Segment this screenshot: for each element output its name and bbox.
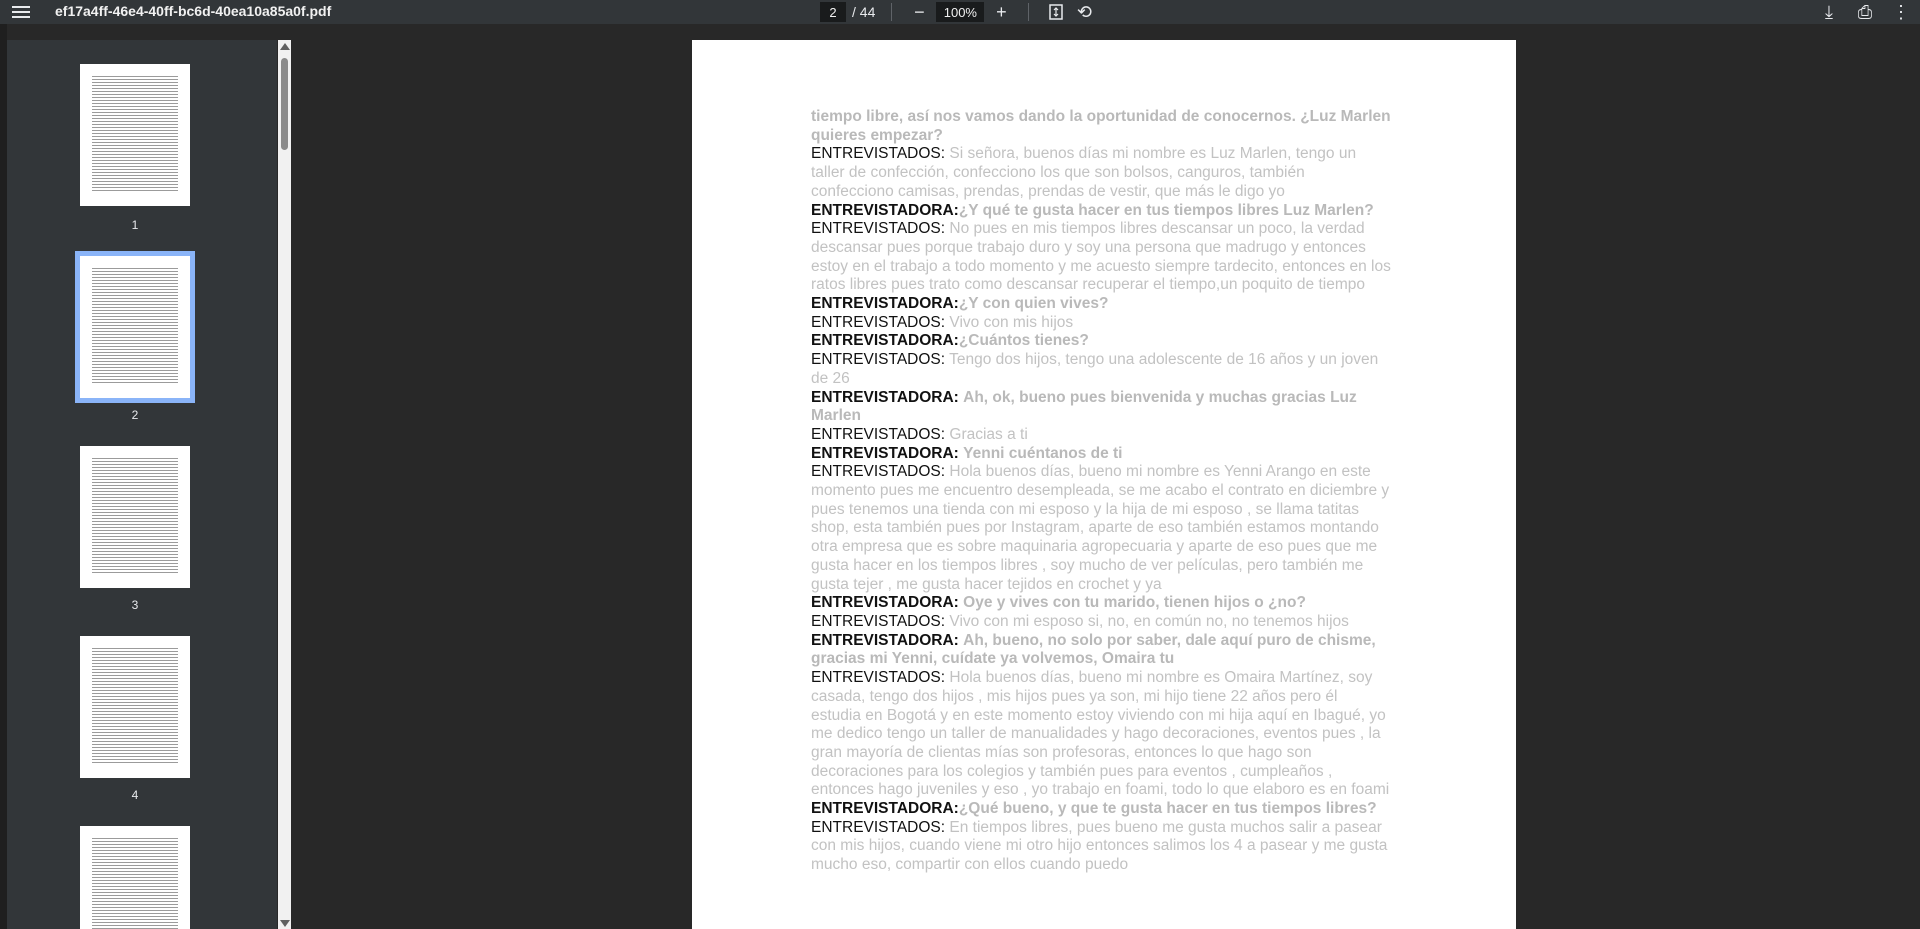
speaker-label: ENTREVISTADOS: [811, 818, 946, 836]
answer-text: Hola buenos días, bueno mi nombre es Yenni Arango en este momento pues me encuentro desempleada, se me acabo el contrato en diciembre y pues tenemos una tienda con mi esposo y la hija de mi esposo , se llama tatitas shop, esta también pues por Instagram, aparte de eso también estamos montando otra empresa que es sobre maquinaria agropecuaria y aparte de eso pues que me gusta hacer en los tiempos libres , soy mucho de ver películas, pero también me gusta tejer , me gusta hacer tejidos en crochet y ya [811, 463, 1390, 593]
paragraph [811, 351, 1391, 388]
page-total: / 44 [852, 4, 876, 20]
answer-text: Hola buenos días, bueno mi nombre es Omaira Martínez, soy casada, tengo dos hijos , mis hijos pues ya son, mi hijo tiene 22 años pero él estudia en Bogotá y en este momento estoy viviendo con mi hija aquí en Ibagué, yo me dedico tengo un taller de manualidades y hago decoraciones, eventos pues , la gran mayoría de clientas mías son profesoras, entonces lo que hago son decoraciones para los colegios y también pues para eventos , cumpleaños , entonces hago juveniles y eso , yo trabajo en foami, todo lo que elaboro es en foami [811, 669, 1390, 799]
paragraph [811, 613, 1391, 632]
thumbnail-number: 4 [131, 788, 139, 802]
paragraph [811, 463, 1391, 594]
thumbnail-page-2[interactable] [80, 256, 190, 398]
thumbnail-text [92, 838, 178, 929]
page-number-input[interactable] [820, 2, 846, 22]
paragraph [811, 445, 1391, 464]
paragraph [811, 632, 1391, 669]
question-text: Ah, ok, bueno pues bienvenida y muchas gracias Luz Marlen [811, 388, 1357, 425]
paragraph [811, 202, 1391, 221]
speaker-label: ENTREVISTADORA: [811, 594, 959, 612]
paragraph [811, 295, 1391, 314]
document-title: ef17a4ff-46e4-40ff-bc6d-40ea10a85a0f.pdf [55, 3, 332, 19]
zoom-input[interactable] [936, 2, 984, 22]
speaker-label: ENTREVISTADOS: [811, 313, 946, 331]
scroll-down-arrow-icon[interactable] [280, 920, 290, 927]
question-text: Yenni cuéntanos de ti [963, 444, 1123, 462]
left-edge [0, 24, 7, 929]
paragraph [811, 108, 1391, 145]
answer-text: En tiempos libres, pues bueno me gusta muchos salir a pasear con mis hijos, cuando viene mi otro hijo entonces salimos los 4 a pasear y me gusta mucho eso, compartir con ellos cuando puedo [811, 818, 1388, 874]
thumbnail-page-4[interactable] [80, 636, 190, 778]
thumbnail-page-5[interactable] [80, 826, 190, 929]
speaker-label: ENTREVISTADOS: [811, 612, 946, 630]
thumbnail-page-1[interactable] [80, 64, 190, 206]
paragraph [811, 389, 1391, 426]
answer-text: Gracias a ti [949, 425, 1028, 443]
speaker-label: ENTREVISTADORA: [811, 631, 959, 649]
zoom-in-button[interactable]: + [996, 1, 1007, 22]
speaker-label: ENTREVISTADORA: [811, 444, 959, 462]
scroll-up-arrow-icon[interactable] [280, 43, 290, 50]
paragraph [811, 145, 1391, 201]
paragraph [811, 594, 1391, 613]
thumbnail-text [92, 268, 178, 384]
question-text: Ah, bueno, no solo por saber, dale aquí puro de chisme, gracias mi Yenni, cuídate ya volvemos, Omaira tu [811, 631, 1376, 668]
thumbnail-text [92, 458, 178, 574]
thumbnail-number: 2 [131, 408, 139, 422]
answer-text: Vivo con mi esposo si, no, en común no, no tenemos hijos [949, 612, 1349, 630]
speaker-label: ENTREVISTADOS: [811, 351, 946, 369]
answer-text: Tengo dos hijos, tengo una adolescente de 16 años y un joven de 26 [811, 351, 1379, 387]
download-icon[interactable]: ⤓ [1825, 1, 1833, 22]
rotate-icon[interactable]: ⟲ [1076, 1, 1092, 22]
question-text: ¿Cuántos tienes? [958, 332, 1089, 350]
question-text: tiempo libre, así nos vamos dando la oportunidad de conocernos. ¿Luz Marlen quieres empezar? [811, 108, 1391, 144]
paragraph [811, 332, 1391, 351]
print-icon[interactable]: ⎙ [1857, 1, 1873, 22]
menu-icon[interactable] [12, 3, 30, 21]
scrollbar-thumb[interactable] [281, 58, 288, 150]
answer-text: Si señora, buenos días mi nombre es Luz Marlen, tengo un taller de confección, confecciono los que son bolsos, canguros, también confecciono camisas, prendas, prendas de vestir, que más le digo yo [811, 145, 1357, 200]
speaker-label: ENTREVISTADOS: [811, 669, 946, 687]
speaker-label: ENTREVISTADORA: [811, 295, 959, 313]
more-icon[interactable]: ⋮ [1892, 1, 1910, 22]
speaker-label: ENTREVISTADORA: [811, 388, 959, 406]
speaker-label: ENTREVISTADORA: [811, 332, 959, 350]
thumbnail-page-3[interactable] [80, 446, 190, 588]
toolbar-divider [891, 3, 892, 21]
answer-text: No pues en mis tiempos libres descansar un poco, la verdad descansar pues porque trabajo duro y soy una persona que madrugo y entonces estoy en el trabajo a todo momento y me acuesto siempre tardecito, entonces en los ratos libres pues trato como descansar recuperar el tiempo,un poquito de tiempo [811, 220, 1391, 294]
thumbnail-text [92, 648, 178, 764]
speaker-label: ENTREVISTADOS: [811, 145, 946, 163]
speaker-label: ENTREVISTADOS: [811, 463, 946, 481]
pdf-page [692, 40, 1516, 929]
paragraph [811, 669, 1391, 800]
speaker-label: ENTREVISTADORA: [811, 800, 959, 818]
zoom-out-button[interactable]: − [914, 1, 925, 22]
speaker-label: ENTREVISTADOS: [811, 425, 946, 443]
paragraph [811, 819, 1391, 875]
pdf-toolbar [0, 0, 1920, 24]
thumbnail-sidebar [7, 40, 277, 929]
toolbar-actions [1818, 1, 1912, 23]
page-text [811, 108, 1391, 875]
page-zoom-controls [820, 2, 1095, 22]
paragraph [811, 314, 1391, 333]
speaker-label: ENTREVISTADOS: [811, 220, 946, 238]
paragraph [811, 426, 1391, 445]
question-text: ¿Y con quien vives? [958, 295, 1109, 313]
thumbnail-text [92, 76, 178, 192]
paragraph [811, 800, 1391, 819]
thumbnail-number: 1 [131, 218, 139, 232]
paragraph [811, 220, 1391, 295]
speaker-label: ENTREVISTADORA: [811, 201, 959, 219]
question-text: Oye y vives con tu marido, tienen hijos o ¿no? [963, 594, 1306, 612]
thumbnail-number: 3 [131, 598, 139, 612]
sidebar-scrollbar[interactable] [278, 40, 291, 929]
fit-page-icon[interactable] [1045, 1, 1067, 23]
question-text: ¿Y qué te gusta hacer en tus tiempos libres Luz Marlen? [958, 201, 1374, 219]
question-text: ¿Qué bueno, y que te gusta hacer en tus tiempos libres? [958, 800, 1377, 818]
toolbar-divider [1028, 3, 1029, 21]
answer-text: Vivo con mis hijos [949, 313, 1074, 331]
